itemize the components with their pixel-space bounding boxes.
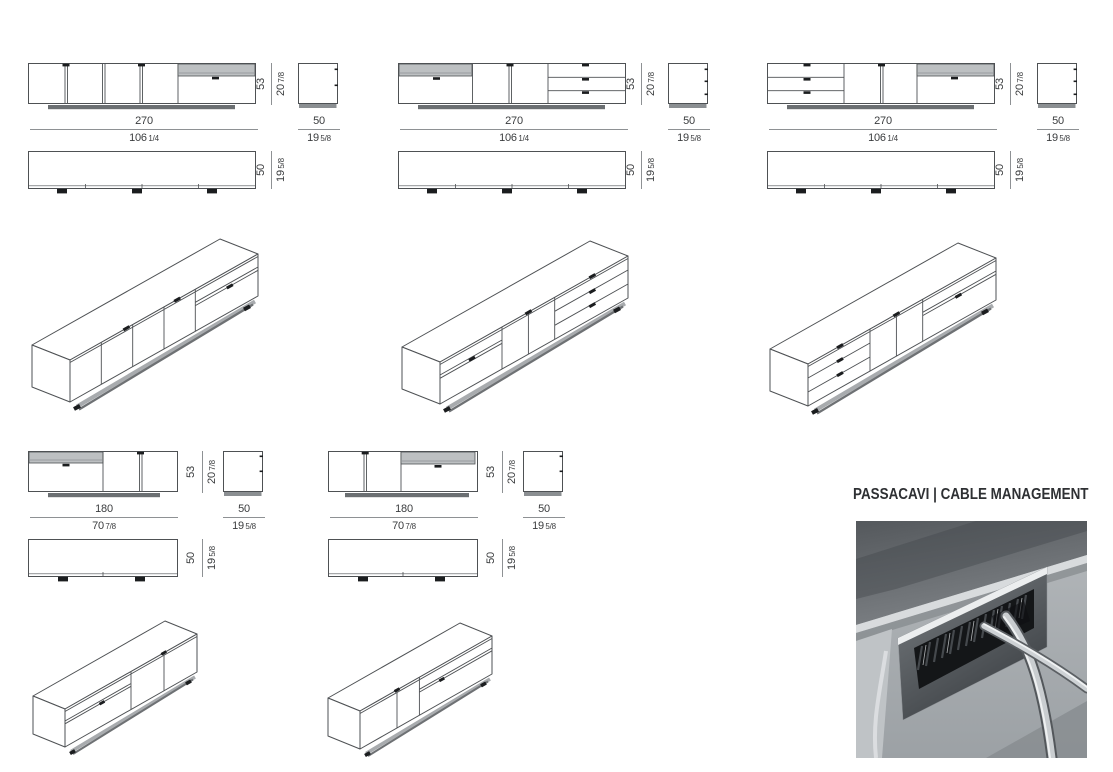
depth-cm: 50: [238, 503, 250, 515]
height-cm: 53: [255, 78, 267, 90]
plan-depth-cm: 50: [255, 164, 267, 176]
height-dim-line: [502, 451, 503, 493]
side-view-1: [298, 63, 338, 110]
height-cm: 53: [994, 78, 1006, 90]
plan-view-2: [398, 151, 626, 194]
perspective-drawing-5: [320, 614, 505, 764]
plan-depth-cm: 50: [485, 552, 497, 564]
depth-cm: 50: [313, 115, 325, 127]
height-cm: 53: [485, 466, 497, 478]
plan-depth-in: 195/8: [645, 158, 657, 182]
side-view-4: [223, 451, 263, 498]
perspective-drawing-2: [395, 230, 655, 414]
width-dim-line: [400, 129, 628, 130]
height-dim-line: [1010, 63, 1011, 105]
plan-depth-cm: 50: [185, 552, 197, 564]
width-in: 106 1/4: [129, 132, 159, 144]
side-view-2: [668, 63, 708, 110]
width-dim-line: [30, 517, 178, 518]
plan-depth-dim-line: [502, 539, 503, 577]
spec-set-3: [767, 55, 1087, 195]
depth-cm: 50: [538, 503, 550, 515]
depth-cm: 50: [683, 115, 695, 127]
plan-depth-dim-line: [1010, 151, 1011, 189]
width-in: 106 1/4: [499, 132, 529, 144]
perspective-drawing-3: [763, 232, 1023, 416]
height-cm: 53: [185, 466, 197, 478]
width-cm: 180: [95, 503, 113, 515]
depth-in: 19 5/8: [532, 520, 556, 532]
front-view-5: [328, 451, 478, 498]
depth-in: 19 5/8: [307, 132, 331, 144]
height-in: 207/8: [506, 460, 518, 484]
spec-set-2: [398, 55, 718, 195]
plan-depth-in: 195/8: [275, 158, 287, 182]
plan-view-1: [28, 151, 256, 194]
spec-set-5: [328, 443, 578, 583]
front-view-4: [28, 451, 178, 498]
spec-set-4: [28, 443, 278, 583]
height-dim-line: [641, 63, 642, 105]
plan-depth-cm: 50: [625, 164, 637, 176]
width-dim-line: [330, 517, 478, 518]
width-cm: 270: [135, 115, 153, 127]
width-dim-line: [30, 129, 258, 130]
height-dim-line: [202, 451, 203, 493]
plan-depth-cm: 50: [994, 164, 1006, 176]
side-view-5: [523, 451, 563, 498]
height-cm: 53: [625, 78, 637, 90]
plan-depth-dim-line: [271, 151, 272, 189]
plan-depth-dim-line: [202, 539, 203, 577]
depth-in: 19 5/8: [677, 132, 701, 144]
width-in: 70 7/8: [92, 520, 116, 532]
cable-management-photo: [856, 521, 1087, 758]
front-view-3: [767, 63, 995, 110]
side-view-3: [1037, 63, 1077, 110]
front-view-1: [28, 63, 256, 110]
depth-dim-line: [223, 517, 265, 518]
plan-depth-in: 195/8: [1014, 158, 1026, 182]
depth-in: 19 5/8: [1046, 132, 1070, 144]
plan-depth-in: 195/8: [206, 546, 218, 570]
cable-management-title: PASSACAVI | CABLE MANAGEMENT: [853, 486, 1089, 503]
height-in: 207/8: [275, 72, 287, 96]
plan-depth-dim-line: [641, 151, 642, 189]
depth-cm: 50: [1052, 115, 1064, 127]
spec-set-1: [28, 55, 348, 195]
height-in: 207/8: [206, 460, 218, 484]
perspective-drawing-4: [25, 612, 210, 762]
width-in: 70 7/8: [392, 520, 416, 532]
depth-in: 19 5/8: [232, 520, 256, 532]
height-in: 207/8: [645, 72, 657, 96]
width-cm: 180: [395, 503, 413, 515]
height-in: 207/8: [1014, 72, 1026, 96]
width-in: 106 1/4: [868, 132, 898, 144]
width-dim-line: [769, 129, 997, 130]
width-cm: 270: [874, 115, 892, 127]
plan-view-3: [767, 151, 995, 194]
depth-dim-line: [1037, 129, 1079, 130]
plan-depth-in: 195/8: [506, 546, 518, 570]
height-dim-line: [271, 63, 272, 105]
plan-view-4: [28, 539, 178, 582]
perspective-drawing-1: [25, 228, 285, 412]
depth-dim-line: [523, 517, 565, 518]
width-cm: 270: [505, 115, 523, 127]
front-view-2: [398, 63, 626, 110]
depth-dim-line: [668, 129, 710, 130]
depth-dim-line: [298, 129, 340, 130]
plan-view-5: [328, 539, 478, 582]
